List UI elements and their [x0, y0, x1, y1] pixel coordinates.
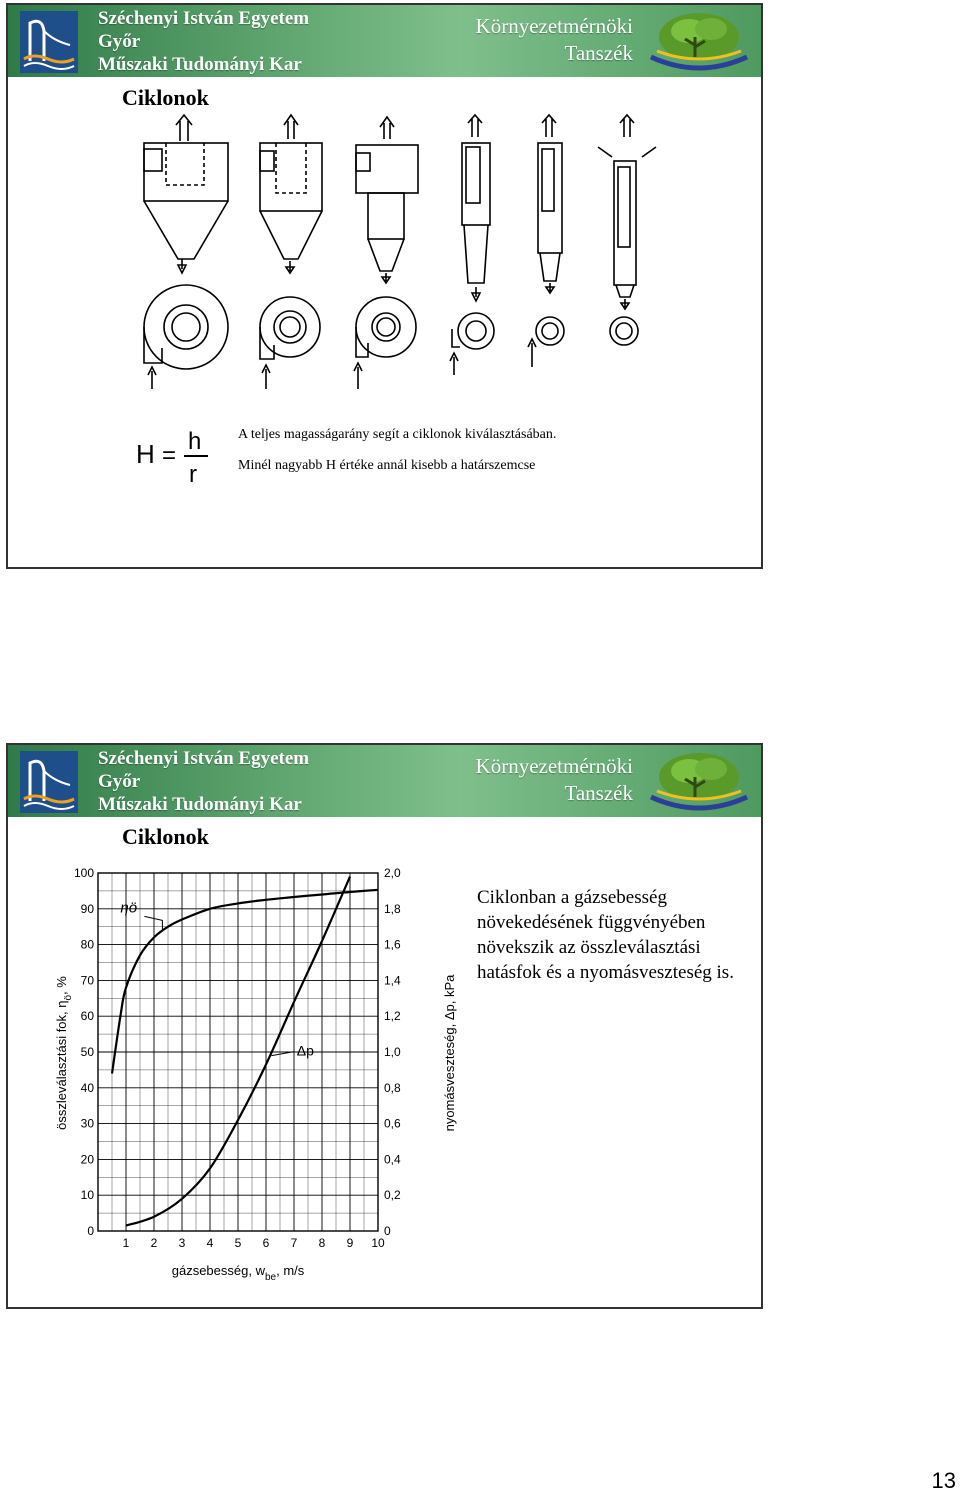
department-logo-icon: [643, 7, 755, 75]
university-name: [98, 7, 309, 76]
x-tick-label: 1: [122, 1236, 130, 1250]
y-left-tick-label: 70: [80, 973, 94, 988]
y-left-tick-label: 10: [80, 1188, 94, 1203]
y-axis-left-label-unit: , %: [54, 976, 69, 995]
y-right-tick-label: 0,8: [384, 1080, 401, 1095]
ratio-formula: [134, 427, 214, 487]
formula-numerator: h: [188, 428, 202, 455]
formula-lhs: H: [136, 439, 155, 469]
x-axis-label-sub: be: [264, 1272, 277, 1283]
header-banner: [8, 5, 761, 77]
y-left-tick-label: 40: [80, 1080, 94, 1095]
efficiency-leader-line: [144, 916, 162, 930]
series-label-pressure: Δp: [296, 1042, 314, 1059]
note-line-1: A teljes magasságarány segít a ciklonok kiválasztásában.: [238, 427, 557, 442]
slide-1: [6, 3, 763, 569]
y-axis-left-label-sub: ö: [63, 994, 74, 1001]
y-right-tick-label: 2,0: [384, 866, 401, 880]
efficiency-line: [112, 890, 378, 1074]
page-number: 13: [931, 1468, 956, 1493]
y-left-tick-label: 20: [80, 1152, 94, 1167]
x-axis-label-unit: , m/s: [276, 1263, 305, 1278]
formula-denominator: r: [189, 461, 197, 487]
university-line1: Széchenyi István Egyetem: [98, 8, 310, 29]
y-left-tick-label: 60: [80, 1009, 94, 1024]
x-tick-label: 5: [234, 1236, 242, 1250]
university-logo-icon: [20, 11, 78, 73]
chart-ticks: [74, 866, 401, 1250]
y-right-tick-label: 0,6: [384, 1116, 401, 1131]
chart-series: [112, 877, 378, 1226]
y-right-tick-label: 1,6: [384, 937, 401, 952]
department-logo-icon: [643, 747, 755, 815]
y-right-tick-label: 1,0: [384, 1045, 401, 1059]
university-name: [98, 747, 309, 816]
efficiency-pressure-chart: [48, 863, 468, 1293]
x-tick-label: 6: [262, 1236, 270, 1250]
slide-title: Ciklonok: [122, 85, 209, 110]
x-axis-label-main: gázsebesség, w: [171, 1263, 265, 1278]
y-left-tick-label: 0: [87, 1224, 94, 1238]
y-axis-left-label-main: összleválasztási fok, η: [54, 1000, 69, 1130]
department-line2: Tanszék: [564, 781, 633, 805]
department-name: [476, 13, 633, 67]
slide-2: [6, 743, 763, 1309]
y-axis-right-label: nyomásveszteség, Δp, kPa: [442, 974, 457, 1132]
x-tick-label: 3: [178, 1236, 186, 1250]
y-axis-left-label: [54, 976, 74, 1130]
y-right-tick-label: 0,2: [384, 1188, 401, 1203]
department-line2: Tanszék: [564, 41, 633, 65]
x-tick-label: 2: [150, 1236, 158, 1250]
chart-grid: [98, 873, 378, 1231]
formula-equals: =: [162, 442, 177, 469]
university-logo-icon: [20, 751, 78, 813]
x-tick-label: 9: [346, 1236, 354, 1250]
series-label-efficiency: ηö: [120, 899, 138, 917]
university-line3: Műszaki Tudományi Kar: [98, 794, 302, 815]
y-right-tick-label: 0,4: [384, 1152, 401, 1167]
y-left-tick-label: 90: [80, 901, 94, 916]
y-right-tick-label: 1,4: [384, 973, 401, 988]
description-text: Ciklonban a gázsebesség növekedésének függvényében növekszik az összleválasztási hatásfok és a nyomásveszteség is.: [477, 887, 734, 983]
university-line3: Műszaki Tudományi Kar: [98, 54, 302, 75]
x-tick-label: 4: [206, 1236, 214, 1250]
y-right-tick-label: 0: [384, 1224, 391, 1238]
y-right-tick-label: 1,8: [384, 901, 401, 916]
header-banner: [8, 745, 761, 817]
university-line1: Széchenyi István Egyetem: [98, 748, 310, 769]
x-tick-label: 10: [371, 1236, 385, 1250]
y-left-tick-label: 30: [80, 1116, 94, 1131]
y-left-tick-label: 100: [73, 866, 94, 880]
note-line-2: Minél nagyabb H értéke annál kisebb a határszemcse: [238, 458, 536, 473]
cyclone-types-drawing: [118, 113, 658, 393]
university-line2: Győr: [98, 31, 141, 52]
department-line1: Környezetmérnöki: [475, 14, 633, 38]
y-left-tick-label: 50: [80, 1045, 94, 1059]
x-tick-label: 8: [318, 1236, 326, 1250]
department-name: [476, 753, 633, 807]
university-line2: Győr: [98, 771, 141, 792]
slide-title: Ciklonok: [122, 824, 209, 849]
y-left-tick-label: 80: [80, 937, 94, 952]
x-tick-label: 7: [290, 1236, 298, 1250]
y-right-tick-label: 1,2: [384, 1009, 401, 1024]
department-line1: Környezetmérnöki: [475, 754, 633, 778]
x-axis-label: [172, 1263, 305, 1283]
